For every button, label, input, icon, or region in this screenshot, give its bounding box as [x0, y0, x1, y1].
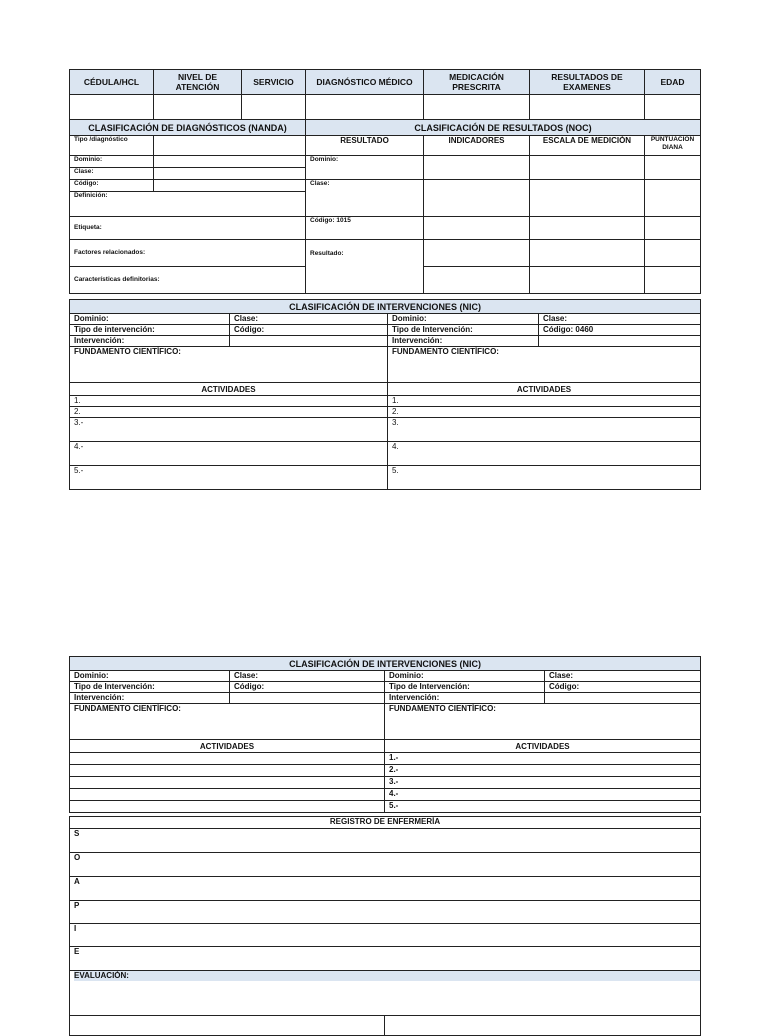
nanda-codigo-label: Código: [70, 180, 154, 192]
nic1-right-activity-4[interactable]: 4. [388, 442, 701, 466]
noc-indicadores-cell-5[interactable] [424, 267, 530, 294]
noc-header-escala: ESCALA DE MEDICIÓN [530, 136, 645, 156]
noc-indicadores-cell-2[interactable] [424, 180, 530, 217]
nic-table-2 [69, 656, 701, 813]
nic1-left-clase[interactable]: Clase: [230, 314, 388, 325]
edad-field[interactable] [645, 95, 701, 120]
header-servicio: SERVICIO [242, 70, 306, 95]
footer-right-cell[interactable] [385, 1016, 701, 1036]
nic2-left-activity-4[interactable] [70, 789, 385, 801]
header-cedula: CÉDULA/HCL [70, 70, 154, 95]
noc-title: CLASIFICACIÓN DE RESULTADOS (NOC) [306, 120, 701, 136]
nic1-right-clase[interactable]: Clase: [539, 314, 701, 325]
nic2-right-actividades: ACTIVIDADES [385, 740, 701, 753]
nic1-right-activity-2[interactable]: 2. [388, 407, 701, 418]
registro-e[interactable]: E [70, 947, 701, 971]
nic2-title: CLASIFICACIÓN DE INTERVENCIONES (NIC) [70, 657, 701, 671]
nic2-right-intervencion-field[interactable] [545, 693, 701, 704]
evaluacion-label: EVALUACIÓN: [74, 971, 700, 981]
evaluacion-cell[interactable] [70, 971, 701, 1016]
nic2-right-dominio[interactable]: Dominio: [385, 671, 545, 682]
nic2-left-activity-2[interactable] [70, 765, 385, 777]
nic2-right-activity-1[interactable]: 1.- [385, 753, 701, 765]
noc-puntuacion-cell-3[interactable] [645, 217, 701, 240]
nic2-right-activity-4[interactable]: 4.- [385, 789, 701, 801]
header-diagnostico-medico: DIAGNÓSTICO MÉDICO [306, 70, 424, 95]
nic1-right-intervencion-field[interactable] [539, 336, 701, 347]
nic2-left-codigo[interactable]: Código: [230, 682, 385, 693]
header-resultados-examenes: RESULTADOS DE EXAMENES [530, 70, 645, 95]
nanda-clase-label: Clase: [70, 168, 154, 180]
nic-table-1 [69, 299, 701, 490]
cedula-field[interactable] [70, 95, 154, 120]
medicacion-field[interactable] [424, 95, 530, 120]
nanda-title: CLASIFICACIÓN DE DIAGNÓSTICOS (NANDA) [70, 120, 306, 136]
noc-dominio[interactable]: Dominio: [306, 156, 424, 180]
nic1-right-activity-3[interactable]: 3. [388, 418, 701, 442]
nic2-left-activity-1[interactable] [70, 753, 385, 765]
noc-puntuacion-cell-2[interactable] [645, 180, 701, 217]
nic2-right-codigo[interactable]: Código: [545, 682, 701, 693]
nic2-right-fundamento[interactable]: FUNDAMENTO CIENTÍFICO: [385, 704, 701, 740]
nanda-clase-field[interactable] [154, 168, 306, 180]
noc-escala-cell-5[interactable] [530, 267, 645, 294]
header-edad: EDAD [645, 70, 701, 95]
noc-puntuacion-cell[interactable] [645, 156, 701, 180]
nic1-right-dominio[interactable]: Dominio: [388, 314, 539, 325]
registro-i[interactable]: I [70, 924, 701, 947]
nic1-left-activity-1[interactable]: 1. [70, 396, 388, 407]
nic2-right-intervencion[interactable]: Intervención: [385, 693, 545, 704]
header-nivel-atencion: NIVEL DE ATENCIÓN [154, 70, 242, 95]
nic1-left-activity-2[interactable]: 2. [70, 407, 388, 418]
nic1-left-intervencion-field[interactable] [230, 336, 388, 347]
nic1-left-activity-4[interactable]: 4.- [70, 442, 388, 466]
nanda-dominio-label: Dominio: [70, 156, 154, 168]
nic1-left-fundamento[interactable]: FUNDAMENTO CIENTÍFICO: [70, 347, 388, 383]
nic2-left-fundamento[interactable]: FUNDAMENTO CIENTÍFICO: [70, 704, 385, 740]
nanda-factores[interactable]: Factores relacionados: [70, 240, 306, 267]
nic1-title: CLASIFICACIÓN DE INTERVENCIONES (NIC) [70, 300, 701, 314]
nic1-left-intervencion[interactable]: Intervención: [70, 336, 230, 347]
noc-codigo[interactable]: Código: 1015 [306, 217, 424, 240]
noc-puntuacion-cell-5[interactable] [645, 267, 701, 294]
noc-header-resultado: RESULTADO [306, 136, 424, 156]
tipo-diagnostico-label: Tipo /diagnóstico [70, 136, 154, 156]
registro-p[interactable]: P [70, 901, 701, 924]
nic1-right-tipo[interactable]: Tipo de Intervención: [388, 325, 539, 336]
nanda-definicion[interactable]: Definición: [70, 192, 306, 217]
nic1-right-intervencion[interactable]: Intervención: [388, 336, 539, 347]
nic1-right-codigo[interactable]: Código: 0460 [539, 325, 701, 336]
nic2-left-actividades: ACTIVIDADES [70, 740, 385, 753]
nic1-left-activity-5[interactable]: 5.- [70, 466, 388, 490]
noc-escala-cell-2[interactable] [530, 180, 645, 217]
header-medicacion: MEDICACIÓN PRESCRITA [424, 70, 530, 95]
footer-left-cell[interactable] [70, 1016, 385, 1036]
nanda-caracteristicas[interactable]: Características definitorias: [70, 267, 306, 294]
noc-indicadores-cell-4[interactable] [424, 240, 530, 267]
noc-header-indicadores: INDICADORES [424, 136, 530, 156]
noc-header-puntuacion: PUNTUACION DIANA [645, 136, 701, 156]
nic2-right-activity-5[interactable]: 5.- [385, 801, 701, 813]
nic2-left-activity-5[interactable] [70, 801, 385, 813]
noc-escala-cell[interactable] [530, 156, 645, 180]
diagnostico-medico-field[interactable] [306, 95, 424, 120]
nic1-left-tipo[interactable]: Tipo de intervención: [70, 325, 230, 336]
noc-escala-cell-3[interactable] [530, 217, 645, 240]
nic1-left-codigo[interactable]: Código: [230, 325, 388, 336]
nic2-left-intervencion-field[interactable] [230, 693, 385, 704]
registro-title: REGISTRO DE ENFERMERÍA [70, 817, 701, 829]
registro-a[interactable]: A [70, 877, 701, 901]
patient-header-table [69, 69, 701, 294]
noc-indicadores-cell-3[interactable] [424, 217, 530, 240]
noc-resultado[interactable]: Resultado: [306, 240, 424, 294]
registro-s[interactable]: S [70, 829, 701, 853]
nic2-left-tipo[interactable]: Tipo de Intervención: [70, 682, 230, 693]
nivel-atencion-field[interactable] [154, 95, 242, 120]
tipo-diagnostico-field[interactable] [154, 136, 306, 156]
registro-o[interactable]: O [70, 853, 701, 877]
noc-puntuacion-cell-4[interactable] [645, 240, 701, 267]
nic2-right-tipo[interactable]: Tipo de Intervención: [385, 682, 545, 693]
nic2-right-clase[interactable]: Clase: [545, 671, 701, 682]
nic2-left-clase[interactable]: Clase: [230, 671, 385, 682]
nic1-right-fundamento[interactable]: FUNDAMENTO CIENTÍFICO: [388, 347, 701, 383]
nanda-codigo-field[interactable] [154, 180, 306, 192]
nic2-left-dominio[interactable]: Dominio: [70, 671, 230, 682]
nic2-left-intervencion[interactable]: Intervención: [70, 693, 230, 704]
nanda-etiqueta[interactable]: Etiqueta: [70, 217, 306, 240]
servicio-field[interactable] [242, 95, 306, 120]
registro-enfermeria-table [69, 816, 701, 1036]
nic2-right-activity-2[interactable]: 2.- [385, 765, 701, 777]
noc-clase[interactable]: Clase: [306, 180, 424, 217]
nic2-right-activity-3[interactable]: 3.- [385, 777, 701, 789]
nic1-left-dominio[interactable]: Dominio: [70, 314, 230, 325]
noc-indicadores-cell[interactable] [424, 156, 530, 180]
nic1-right-actividades: ACTIVIDADES [388, 383, 701, 396]
nic1-right-activity-5[interactable]: 5. [388, 466, 701, 490]
nic1-left-activity-3[interactable]: 3.- [70, 418, 388, 442]
nic1-left-actividades: ACTIVIDADES [70, 383, 388, 396]
nic1-right-activity-1[interactable]: 1. [388, 396, 701, 407]
nanda-dominio-field[interactable] [154, 156, 306, 168]
resultados-examenes-field[interactable] [530, 95, 645, 120]
nic2-left-activity-3[interactable] [70, 777, 385, 789]
noc-escala-cell-4[interactable] [530, 240, 645, 267]
